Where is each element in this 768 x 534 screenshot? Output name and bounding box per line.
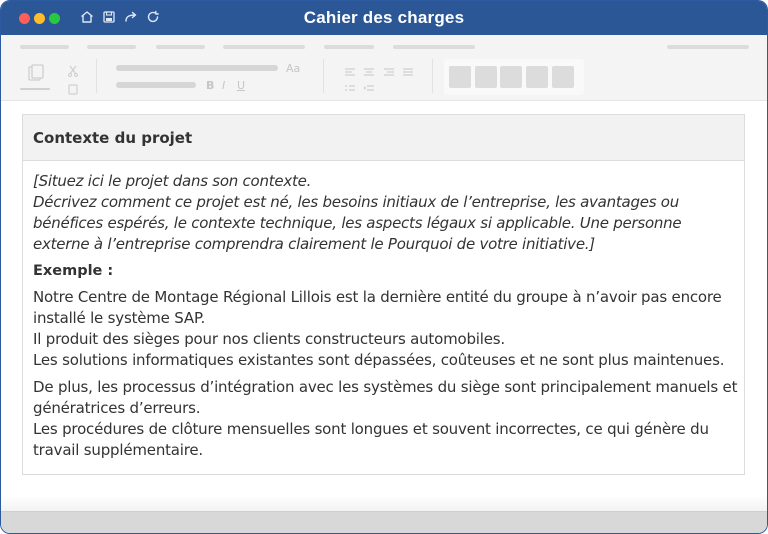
italic-button[interactable]: I [222,79,226,92]
font-size-icon[interactable]: Aa [286,62,301,75]
section-title: Contexte du projet [33,129,193,147]
style-option[interactable] [500,66,522,88]
ribbon-tab[interactable] [667,45,749,49]
table-header [23,115,744,161]
paragraph-line: Les solutions informatiques existantes sont dépassées, coûteuses et ne sont plus maintenues. [33,351,725,369]
context-table [22,114,745,475]
title-bar [1,1,767,35]
paste-label-underline [20,88,50,90]
list-icon[interactable] [344,79,356,89]
paragraph-line: Notre Centre de Montage Régional Lillois est la dernière entité du groupe à n’avoir pas encore installé le système SAP. [33,288,722,327]
ribbon-tab[interactable] [87,45,136,49]
ribbon-toolbar [1,35,767,101]
bold-button[interactable]: B [206,79,215,92]
align-center-icon[interactable] [363,63,375,73]
ribbon-separator [432,59,433,93]
cut-icon[interactable] [67,62,79,74]
paste-icon[interactable] [26,63,46,83]
ribbon-tab[interactable] [156,45,205,49]
align-right-icon[interactable] [383,63,395,73]
justify-icon[interactable] [402,63,414,73]
document-canvas[interactable] [1,101,767,511]
ribbon-tab[interactable] [393,45,475,49]
ribbon-tab[interactable] [324,45,374,49]
example-label: Exemple : [33,263,114,279]
font-family-select[interactable] [116,65,278,71]
instruction-text: Décrivez comment ce projet est né, les besoins initiaux de l’entreprise, les avantages ou bénéfices espérés, le contexte technique, les aspects légaux si applicable. Une personne externe à l’entreprise comprendra clairement le Pourquoi de votre initiative.] [33,193,682,253]
ribbon-tab[interactable] [20,45,69,49]
ribbon-tab[interactable] [223,45,305,49]
window-title: Cahier des charges [303,8,465,27]
copy-icon[interactable] [67,80,79,92]
font-size-select[interactable] [116,82,196,88]
status-bar [1,511,767,533]
paragraph-line: Les procédures de clôture mensuelles sont longues et souvent incorrectes, ce qui génère du travail supplémentaire. [33,420,709,459]
indent-icon[interactable] [363,79,375,89]
style-option[interactable] [449,66,471,88]
underline-button[interactable]: U [237,79,246,92]
style-option[interactable] [552,66,574,88]
style-option[interactable] [526,66,548,88]
align-left-icon[interactable] [344,63,356,73]
ribbon-separator [96,59,97,93]
table-body[interactable] [33,171,738,461]
instruction-line: [Situez ici le projet dans son contexte. [33,172,312,190]
style-option[interactable] [475,66,497,88]
paragraph-line: Il produit des sièges pour nos clients constructeurs automobiles. [33,330,505,348]
paragraph-line: De plus, les processus d’intégration avec les systèmes du siège sont principalement manuels et génératrices d’erreurs. [33,378,738,417]
ribbon-separator [323,59,324,93]
